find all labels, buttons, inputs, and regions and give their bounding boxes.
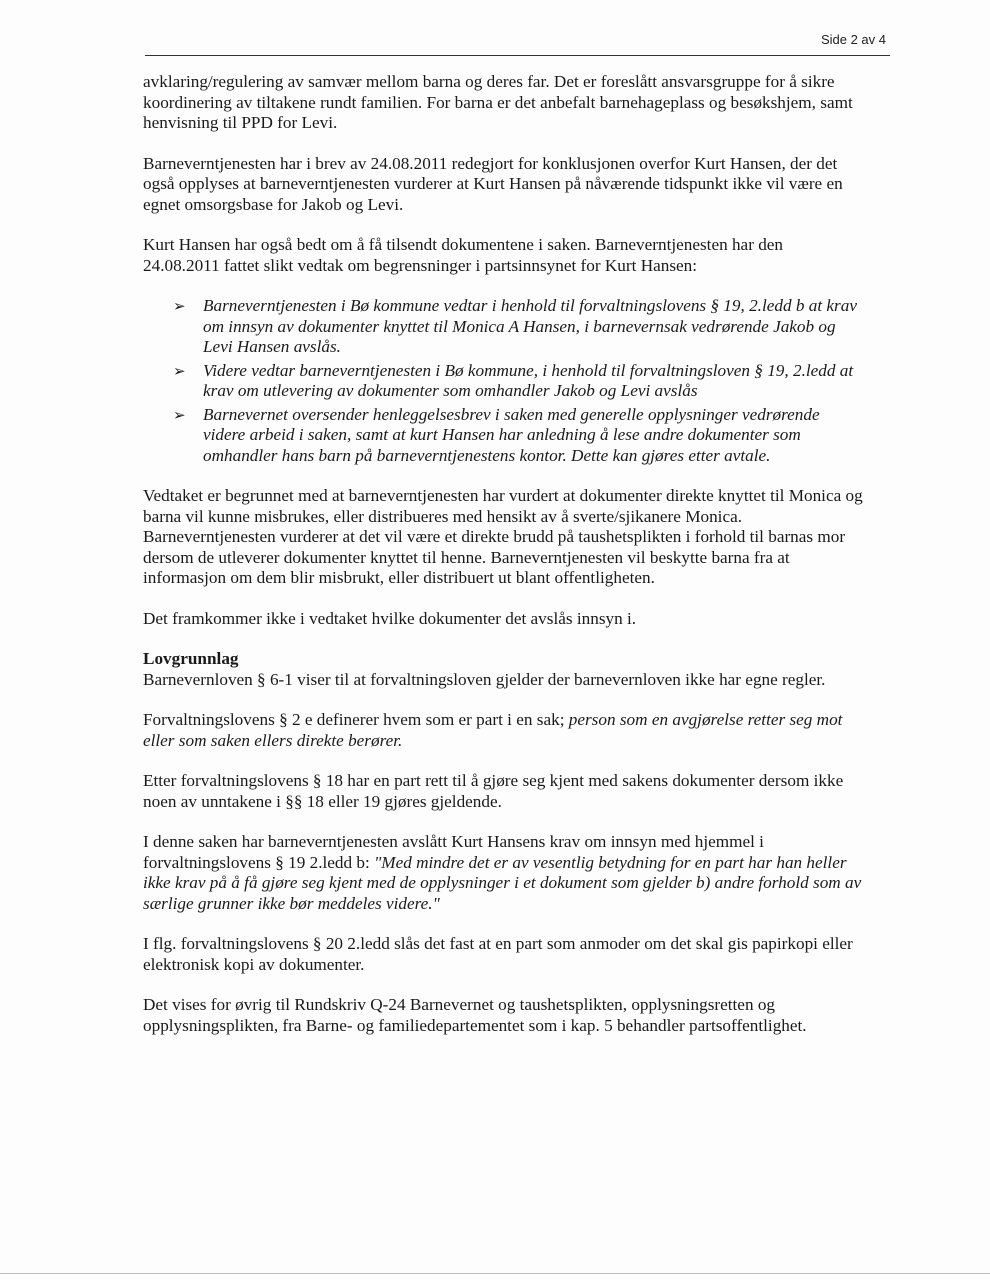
paragraph-part-definition bbox=[143, 710, 863, 751]
paragraph-continuation: avklaring/regulering av samvær mellom barna og deres far. Det er foreslått ansvarsgruppe for å sikre koordinering av tiltakene rundt familien. For barna er det anbefalt barnehageplass og besøkshjem, samt henvisning til PPD for Levi. bbox=[143, 72, 853, 132]
paragraph-19-quote: "Med mindre det er av vesentlig betydning for en part har han heller ikke krav på å få gjøre seg kjent med de opplysninger i et dokument som gjelder b) andre forhold som av særlige grunner ikke bør meddeles videre." bbox=[143, 852, 862, 913]
header-divider bbox=[145, 55, 890, 56]
arrowhead-bullet-icon: ➢ bbox=[173, 405, 186, 424]
paragraph-19-text: I denne saken har barneverntjenesten avslått Kurt Hansens krav om innsyn med hjemmel i forvaltningslovens § 19 2.ledd b: bbox=[143, 832, 764, 872]
paragraph-paragraph-18: Etter forvaltningslovens § 18 har en part rett til å gjøre seg kjent med sakens dokumenter dersom ikke noen av unntakene i §§ 18 eller 19 gjøres gjeldende. bbox=[143, 771, 844, 811]
list-item-text: Barnevernet oversender henleggelsesbrev i saken med generelle opplysninger vedrørende videre arbeid i saken, samt at kurt Hansen har anledning å lese andre dokumenter som omhandler hans barn på barneverntjenestens kontor. Dette kan gjøres etter avtale. bbox=[203, 404, 820, 465]
list-item bbox=[143, 296, 863, 358]
paragraph-request: Kurt Hansen har også bedt om å få tilsendt dokumentene i saken. Barneverntjenesten har den 24.08.2011 fattet slikt vedtak om begrensninger i partsinnsynet for Kurt Hansen: bbox=[143, 235, 784, 275]
list-item bbox=[143, 405, 863, 467]
document-body bbox=[143, 72, 863, 1056]
part-definition-text: Forvaltningslovens § 2 e definerer hvem som er part i en sak; bbox=[143, 710, 569, 729]
paragraph-paragraph-19 bbox=[143, 832, 863, 914]
list-item bbox=[143, 361, 863, 402]
section-heading-lovgrunnlag: Lovgrunnlag bbox=[143, 649, 239, 668]
paragraph-conclusion: Barneverntjenesten har i brev av 24.08.2011 redegjort for konklusjonen overfor Kurt Hansen, der det også opplyses at barneverntjenesten vurderer at Kurt Hansen på nåværende tidspunkt ikke vil være en egnet omsorgsbase for Jakob og Levi. bbox=[143, 153, 843, 214]
paragraph-justification: Vedtaket er begrunnet med at barneverntjenesten har vurdert at dokumenter direkte knyttet til Monica og barna vil kunne misbrukes, eller distribueres med hensikt av å sverte/sjikanere Monica. Barneverntjenesten vurderer at det vil være et direkte brudd på taushetsplikten i forhold til barnas mor dersom de utleverer dokumenter knyttet til henne. Barneverntjenesten vil beskytte barna fra at informasjon om dem blir misbrukt, eller distribuert ut blant offentligheten. bbox=[143, 486, 863, 587]
paragraph-barnevernloven: Barnevernloven § 6-1 viser til at forvaltningsloven gjelder der barnevernloven ikke har egne regler. bbox=[143, 669, 826, 689]
paragraph-observation: Det framkommer ikke i vedtaket hvilke dokumenter det avslås innsyn i. bbox=[143, 608, 637, 628]
list-item-text: Videre vedtar barneverntjenesten i Bø kommune, i henhold til forvaltningsloven § 19, 2.ledd at krav om utlevering av dokumenter som omhandler Jakob og Levi avslås bbox=[203, 360, 854, 400]
paragraph-paragraph-20: I flg. forvaltningslovens § 20 2.ledd slås det fast at en part som anmoder om det skal gis papirkopi eller elektronisk kopi av dokumenter. bbox=[143, 934, 853, 974]
list-item-text: Barneverntjenesten i Bø kommune vedtar i henhold til forvaltningslovens § 19, 2.ledd b at krav om innsyn av dokumenter knyttet til Monica A Hansen, i barnevernsak vedrørende Jakob og Levi Hansen avslås. bbox=[203, 296, 857, 356]
part-definition-quote: person som en avgjørelse retter seg mot eller som saken ellers direkte berører. bbox=[143, 710, 843, 750]
scan-edge-line bbox=[0, 1273, 990, 1274]
arrowhead-bullet-icon: ➢ bbox=[173, 297, 186, 315]
paragraph-rundskriv: Det vises for øvrig til Rundskriv Q-24 Barnevernet og taushetsplikten, opplysningsretten og opplysningsplikten, fra Barne- og familiedepartementet som i kap. 5 behandler partsoffentlighet. bbox=[143, 995, 807, 1035]
arrowhead-bullet-icon: ➢ bbox=[173, 361, 186, 380]
page-number: Side 2 av 4 bbox=[820, 32, 886, 47]
decision-list bbox=[143, 296, 863, 466]
